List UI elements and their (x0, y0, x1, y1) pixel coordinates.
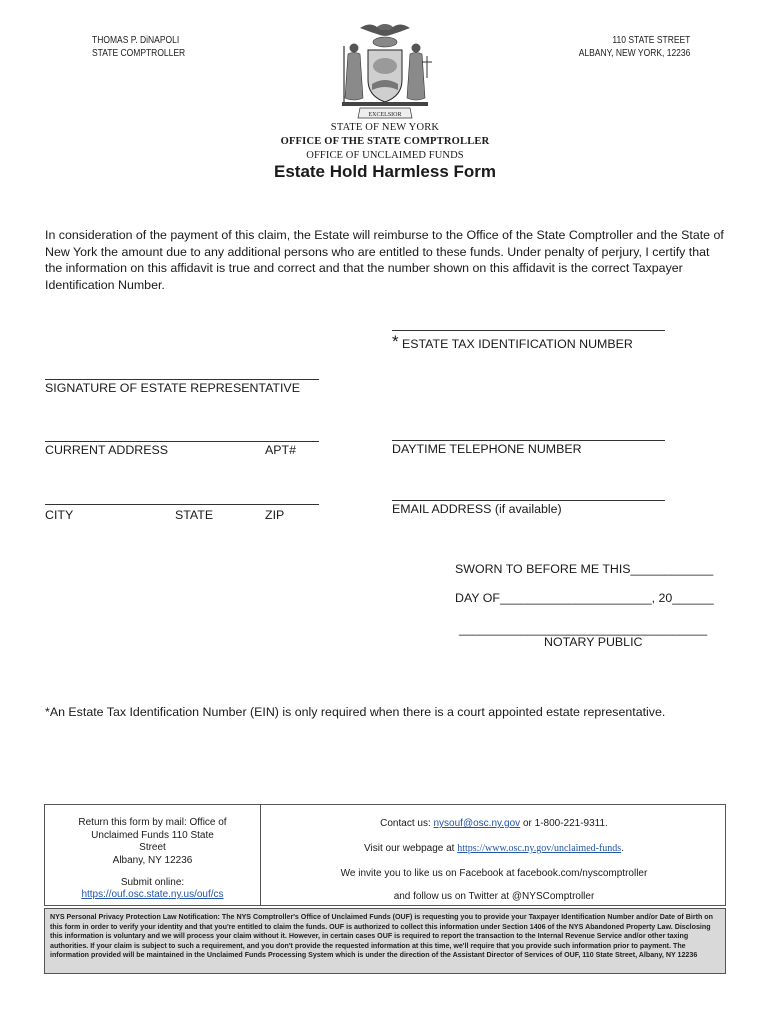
comptroller-name-block (92, 34, 185, 60)
ein-input-line[interactable] (392, 330, 665, 331)
phone-input-line[interactable] (392, 440, 665, 441)
address-label: CURRENT ADDRESS (45, 443, 169, 457)
comptroller-name: THOMAS P. DiNAPOLI (92, 35, 180, 46)
mail-instructions (45, 817, 260, 867)
ein-footnote: *An Estate Tax Identification Number (EIN) is only required when there is a court appointed estate representative. (45, 705, 666, 719)
division-heading: OFFICE OF UNCLAIMED FUNDS (306, 150, 464, 161)
form-title: Estate Hold Harmless Form (273, 162, 496, 181)
intro-paragraph: In consideration of the payment of this claim, the Estate will reimburse to the Office of the State Comptroller and the State of New York the amount due to any additional persons who are entitled to these funds. Under penalty of perjury, I certify that the information on this affidavit is true and correct and that the number shown on this affidavit is the correct Taxpayer Identification Number. (45, 228, 724, 292)
state-label: STATE (175, 508, 214, 522)
email-label: EMAIL ADDRESS (if available) (392, 502, 562, 516)
mail-line-2: Unclaimed Funds 110 State (91, 829, 214, 841)
mail-line-4: Albany, NY 12236 (112, 854, 193, 866)
twitter-line: and follow us on Twitter at @NYSComptroller (393, 891, 595, 902)
address-block (578, 34, 690, 60)
webpage-line (261, 843, 727, 854)
ein-asterisk: * (392, 332, 399, 351)
phone-label: DAYTIME TELEPHONE NUMBER (392, 442, 582, 456)
webpage-prefix: Visit our webpage at (364, 843, 458, 854)
facebook-line: We invite you to like us on Facebook at facebook.com/nyscomptroller (340, 868, 648, 879)
seal-motto: EXCELSIOR (368, 112, 402, 118)
email-input-line[interactable] (392, 500, 665, 501)
signature-label: SIGNATURE OF ESTATE REPRESENTATIVE (45, 381, 300, 395)
mail-line-1: Return this form by mail: Office of (78, 817, 227, 828)
webpage-link[interactable]: https://www.osc.ny.gov/unclaimed-funds (457, 843, 622, 854)
comptroller-title: STATE COMPTROLLER (92, 48, 186, 59)
signature-input-line[interactable] (45, 379, 319, 380)
notary-signature-line[interactable]: ____________________________________ (459, 622, 708, 636)
contact-prefix: Contact us: (380, 818, 434, 829)
contact-email-link[interactable]: nysouf@osc.ny.gov (433, 818, 521, 829)
apt-label: APT# (265, 443, 296, 457)
sworn-line[interactable]: SWORN TO BEFORE ME THIS____________ (455, 562, 714, 576)
ny-state-seal (330, 18, 440, 120)
webpage-suffix: . (621, 843, 624, 854)
submit-online-label: Submit online: (120, 877, 185, 888)
contact-suffix: or 1-800-221-9311. (520, 818, 608, 829)
submit-online-link-wrap (45, 889, 260, 902)
ein-label: ESTATE TAX IDENTIFICATION NUMBER (402, 337, 633, 351)
privacy-notice-box (44, 908, 726, 974)
notary-label: NOTARY PUBLIC (544, 635, 643, 649)
submit-online-link[interactable]: https://ouf.osc.state.ny.us/ouf/cs (81, 889, 224, 900)
street-address: 110 STATE STREET (612, 35, 690, 46)
mail-line-3: Street (139, 842, 166, 853)
city-input-line[interactable] (45, 504, 319, 505)
state-heading: STATE OF NEW YORK (330, 122, 440, 133)
address-input-line[interactable] (45, 441, 319, 442)
city-address: ALBANY, NEW YORK, 12236 (578, 48, 690, 59)
zip-label: ZIP (265, 508, 285, 522)
city-label: CITY (45, 508, 74, 522)
contact-line (261, 818, 727, 829)
office-heading: OFFICE OF THE STATE COMPTROLLER (280, 136, 490, 147)
day-line[interactable]: DAY OF______________________, 20______ (455, 591, 714, 605)
contact-box (44, 804, 726, 906)
privacy-notice-text: NYS Personal Privacy Protection Law Notification: The NYS Comptroller's Office of Unclaimed Funds (OUF) is requesting you to provide your Taxpayer Identification Number and/or Date of Birth on this form in order to verify your identity and that you're entitled to claim the funds. OUF is authorized to collect this information under Section 1406 of the NYS Abandoned Property Law. Disclosing this information is voluntary and we will process your claim without it. However, in certain cases OUF is required to report the transaction to the Internal Revenue Service and/or other taxing authorities. If your claim is subject to such a requirement, and you don't provide the requested information at this time, we'll require that you provide such information prior to payment. The information provided will be maintained in the Unclaimed Funds Processing System which is under the direction of the Assistant Director of Services of OUF, 110 State Street, Albany, NY 12236 (50, 913, 713, 959)
